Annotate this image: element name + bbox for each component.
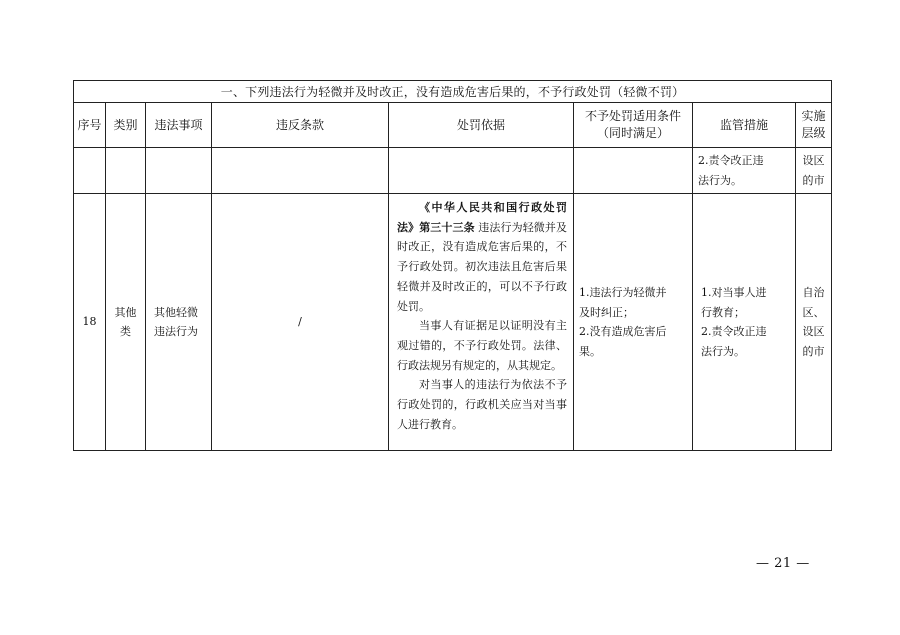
header-no-text: 序号	[77, 117, 102, 132]
cont-basis-cell	[389, 148, 574, 194]
header-no	[74, 103, 106, 148]
section-title: 一、下列违法行为轻微并及时改正，没有造成危害后果的，不予行政处罚（轻微不罚）	[74, 81, 832, 103]
row-conditions: 1.违法行为轻微并 及时纠正； 2.没有造成危害后 果。	[579, 286, 667, 358]
header-basis: 处罚依据	[389, 103, 574, 148]
row-level-cell	[796, 194, 832, 451]
cont-conditions-cell	[574, 148, 693, 194]
row-measures-cell	[693, 194, 796, 451]
row-no: 18	[82, 315, 97, 329]
header-conditions	[574, 103, 693, 148]
row-category: 其他 类	[114, 305, 137, 338]
header-clause: 违反条款	[212, 103, 389, 148]
row-category-cell	[106, 194, 146, 451]
row-clause: /	[298, 315, 302, 329]
row-no-cell	[74, 194, 106, 451]
basis-paragraph-3: 对当事人的违法行为依法不予行政处罚的，行政机关应当对当事人进行教育。	[397, 378, 567, 431]
cont-no-cell	[74, 148, 106, 194]
row-level: 自治 区、 设区 的市	[802, 286, 825, 358]
header-measures: 监管措施	[693, 103, 796, 148]
header-level-text: 实施 层级	[801, 109, 826, 140]
table-row	[74, 148, 832, 194]
header-item: 违法事项	[146, 103, 212, 148]
row-basis	[389, 194, 573, 434]
page-number: — 21 —	[756, 556, 810, 571]
header-conditions-text: 不予处罚适用条件 （同时满足）	[584, 109, 681, 140]
cont-level-text: 设区 的市	[802, 154, 825, 187]
cont-clause-cell	[212, 148, 389, 194]
cont-measures-text: 2.责令改正违 法行为。	[698, 154, 764, 187]
header-level	[796, 103, 832, 148]
basis-paragraph-1	[397, 198, 567, 316]
basis-p1-text: 违法行为轻微并及时改正，没有造成危害后果的，不予行政处罚。初次违法且危害后果轻微并及时改正的，可以不予行政处罚。	[397, 220, 567, 313]
table-row	[74, 194, 832, 451]
row-clause-cell	[212, 194, 389, 451]
row-measures: 1.对当事人进 行教育； 2.责令改正违 法行为。	[701, 286, 767, 358]
penalty-table	[73, 80, 832, 451]
header-category: 类别	[106, 103, 146, 148]
cont-level-cell	[796, 148, 832, 194]
basis-law-citation: 《中华人民共和国行政处罚法》第三十三条	[397, 201, 567, 234]
cont-item-cell	[146, 148, 212, 194]
cont-category-cell	[106, 148, 146, 194]
row-basis-cell	[389, 194, 574, 451]
row-item: 其他轻微 违法行为	[154, 305, 198, 338]
basis-paragraph-2: 当事人有证据足以证明没有主观过错的，不予行政处罚。法律、行政法规另有规定的，从其规定。	[397, 319, 567, 372]
row-item-cell	[146, 194, 212, 451]
row-conditions-cell	[574, 194, 693, 451]
cont-measures-cell	[693, 148, 796, 194]
